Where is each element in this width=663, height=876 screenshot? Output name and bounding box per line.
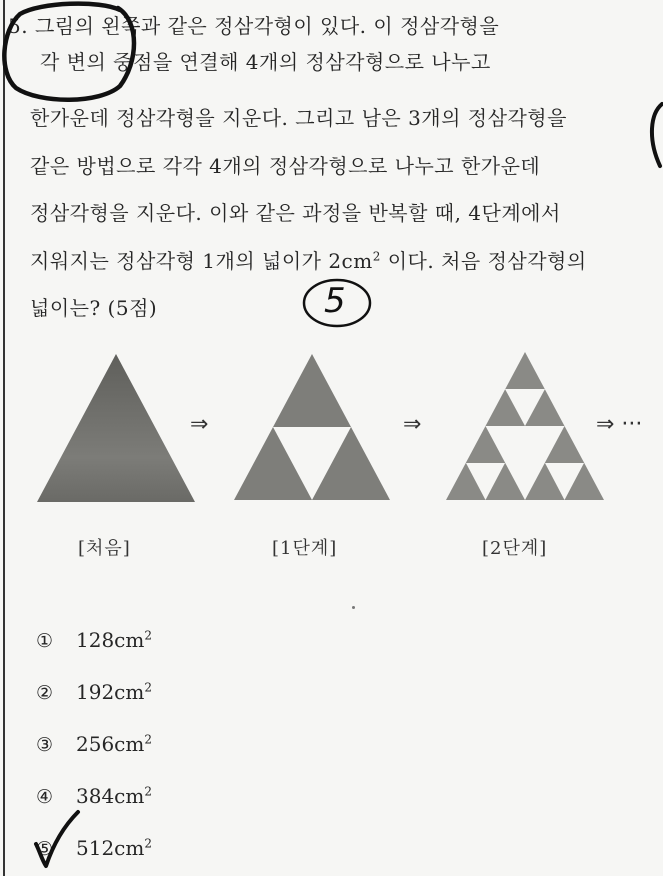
question-line-5: 정삼각형을 지운다. 이와 같은 과정을 반복할 때, 4단계에서 xyxy=(30,201,561,225)
choice-4-value: 384cm xyxy=(76,784,145,808)
choice-2[interactable] xyxy=(36,680,152,704)
caption-initial: [처음] xyxy=(78,538,131,559)
choice-4-sup: 2 xyxy=(144,784,152,799)
choice-3-value: 256cm xyxy=(76,732,145,756)
choice-5-value: 512cm xyxy=(76,836,145,860)
question-line-1 xyxy=(8,10,499,39)
choice-5-number: ⑤ xyxy=(36,838,54,860)
choice-3[interactable] xyxy=(36,732,152,756)
question-text-6-sup: 2 xyxy=(372,249,381,264)
choice-3-number: ③ xyxy=(36,734,54,756)
question-line-4: 같은 방법으로 각각 4개의 정삼각형으로 나누고 한가운데 xyxy=(30,154,541,178)
caption-step-1: [1단계] xyxy=(272,538,338,559)
arrow-2: ⇒ xyxy=(403,412,422,437)
caption-step-2: [2단계] xyxy=(482,538,548,559)
handwritten-answer-digit: 5 xyxy=(324,281,346,321)
triangle-step-2 xyxy=(444,350,606,502)
choice-1-number: ① xyxy=(36,630,54,652)
choice-1-value: 128cm xyxy=(76,628,145,652)
question-text-6a: 지워지는 정삼각형 1개의 넓이가 2cm xyxy=(30,249,373,273)
triangle-step-1 xyxy=(232,352,392,502)
print-speck xyxy=(352,606,355,609)
choice-2-value: 192cm xyxy=(76,680,145,704)
choice-4-number: ④ xyxy=(36,786,54,808)
choice-2-sup: 2 xyxy=(144,680,152,695)
triangle-initial xyxy=(35,352,197,504)
arrow-1: ⇒ xyxy=(190,412,209,437)
choice-1[interactable] xyxy=(36,628,152,652)
choice-4[interactable] xyxy=(36,784,152,808)
question-line-2: 각 변의 중점을 연결해 4개의 정삼각형으로 나누고 xyxy=(40,50,491,74)
handwritten-bracket-mark xyxy=(640,100,663,170)
question-text-1: 그림의 왼쪽과 같은 정삼각형이 있다. 이 정삼각형을 xyxy=(34,14,500,38)
question-number: 5. xyxy=(8,14,29,38)
choice-1-sup: 2 xyxy=(144,628,152,643)
page-border xyxy=(3,0,5,876)
question-line-3: 한가운데 정삼각형을 지운다. 그리고 남은 3개의 정삼각형을 xyxy=(30,106,567,130)
choice-5-sup: 2 xyxy=(144,836,152,851)
question-line-7: 넓이는? (5점) xyxy=(30,296,158,320)
choice-5[interactable] xyxy=(36,836,152,860)
handwritten-answer xyxy=(300,276,374,330)
arrow-ellipsis: ⇒ ··· xyxy=(596,412,643,437)
question-line-6 xyxy=(30,245,587,274)
choice-3-sup: 2 xyxy=(144,732,152,747)
question-text-6b: 이다. 처음 정삼각형의 xyxy=(387,249,587,273)
choice-2-number: ② xyxy=(36,682,54,704)
